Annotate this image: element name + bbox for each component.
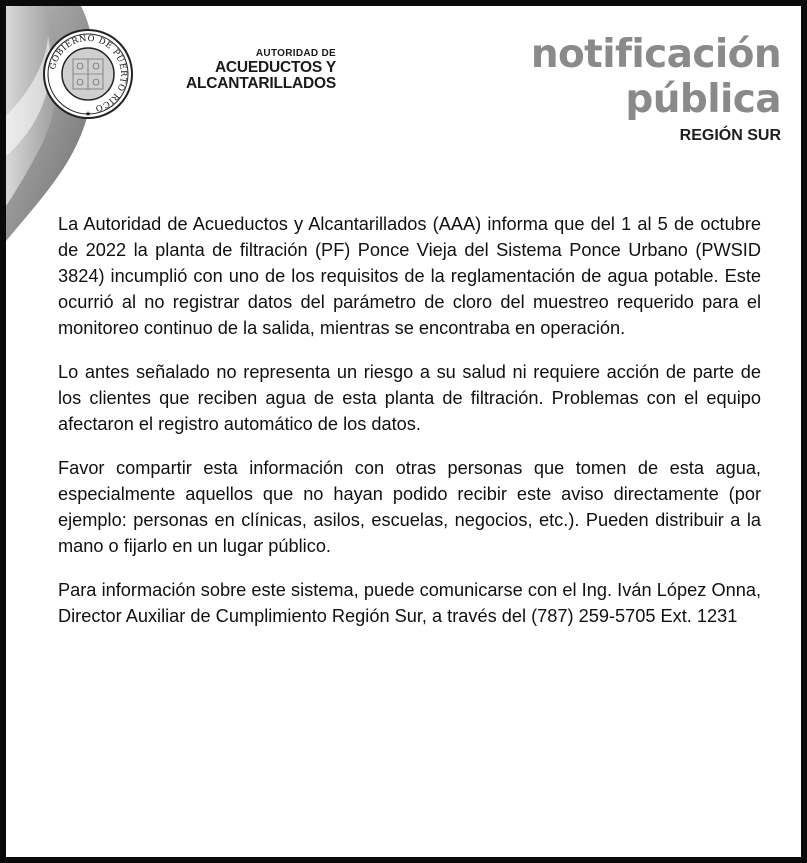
agency-prefix: AUTORIDAD DE [255, 48, 336, 59]
seal-text: GOBIERNO DE PUERTO RICO [47, 32, 130, 115]
paragraph-risk: Lo antes señalado no representa un riesgo a su salud ni requiere acción de parte de los clientes que reciben agua de esta planta de filtración. Problemas con el equipo afectaron el registro automático de los datos. [58, 362, 761, 434]
seal-icon [42, 28, 134, 120]
paragraph-intro: La Autoridad de Acueductos y Alcantarillados (AAA) informa que del 1 al 5 de octubre de 2022 la planta de filtración (PF) Ponce Vieja del Sistema Ponce Urbano (PWSID 3824) incumplió con uno de los requisitos de la reglamentación de agua potable. Este ocurrió al no registrar datos del parámetro de cloro del muestreo requerido para el monitoreo continuo de la salida, mientras se encontraba en operación. [58, 214, 761, 338]
svg-text:★: ★ [84, 111, 92, 118]
title-line1: notificación [530, 32, 781, 77]
region-label: REGIÓN SUR [679, 127, 781, 144]
notice-body [58, 211, 761, 647]
title-line2: pública [625, 77, 781, 122]
agency-name-line2: ALCANTARILLADOS [186, 75, 336, 92]
agency-logo [164, 48, 336, 92]
paragraph-contact: Para información sobre este sistema, puede comunicarse con el Ing. Iván López Onna, Director Auxiliar de Cumplimiento Región Sur, a través del (787) 259-5705 Ext. 1231 [58, 580, 761, 626]
agency-name-line1: ACUEDUCTOS Y [214, 59, 336, 76]
page-title [531, 32, 781, 146]
paragraph-share: Favor compartir esta información con otras personas que tomen de esta agua, especialmente aquellos que no hayan podido recibir este aviso directamente (por ejemplo: personas en clínicas, asilos, escuelas, negocios, etc.). Pueden distribuir a la mano o fijarlo en un lugar público. [58, 458, 761, 556]
